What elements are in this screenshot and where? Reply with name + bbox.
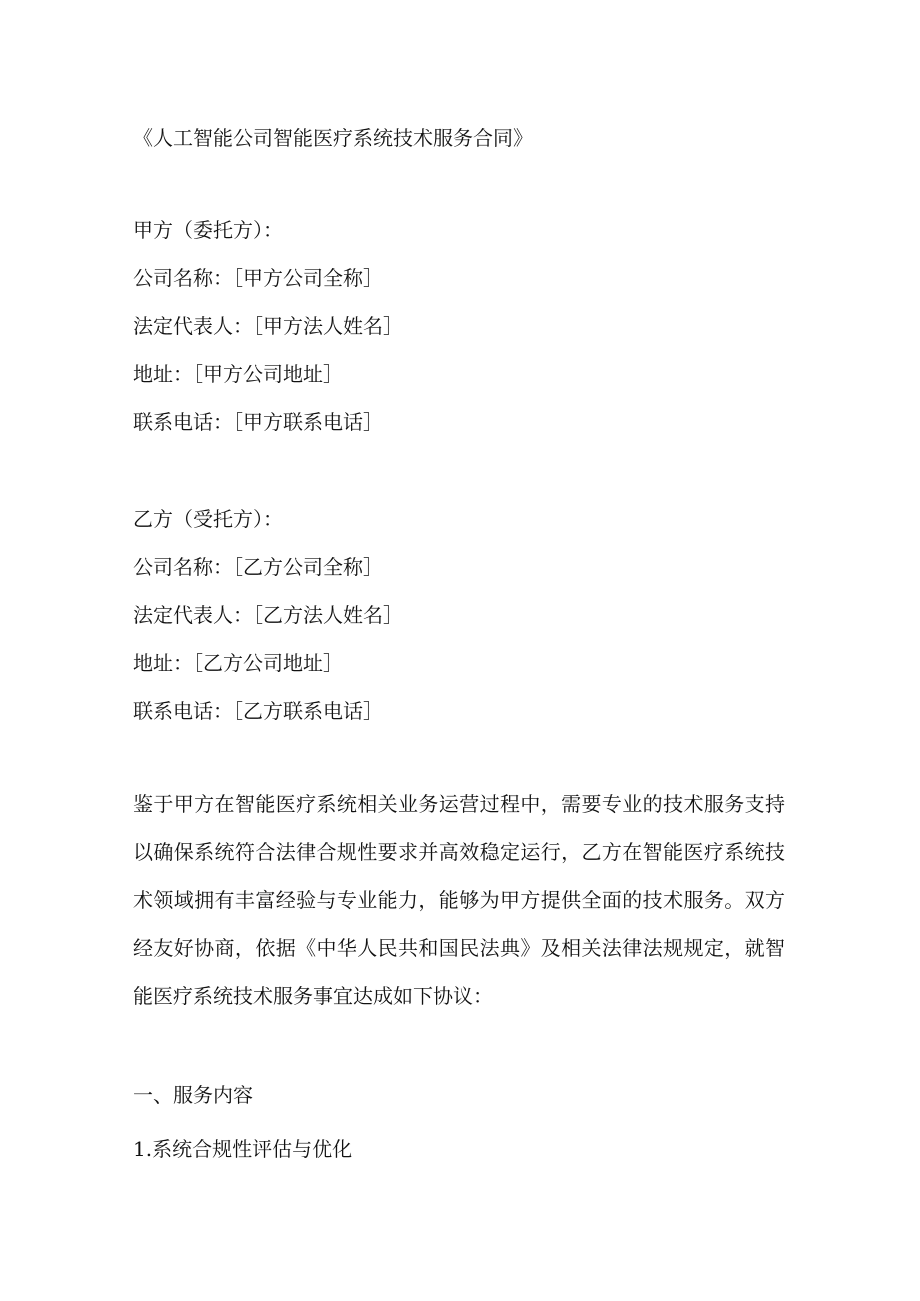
party-b-representative: 法定代表人：［乙方法人姓名］ [133, 603, 403, 627]
party-a-address: 地址：［甲方公司地址］ [133, 362, 343, 386]
party-a-phone: 联系电话：［甲方联系电话］ [133, 410, 383, 434]
party-b-heading: 乙方（受托方）： [133, 507, 283, 531]
party-a-representative: 法定代表人：［甲方法人姓名］ [133, 314, 403, 338]
party-b-company: 公司名称：［乙方公司全称］ [133, 555, 383, 579]
preamble-paragraph: 鉴于甲方在智能医疗系统相关业务运营过程中，需要专业的技术服务支持以确保系统符合法律合规性要求并高效稳定运行，乙方在智能医疗系统技术领域拥有丰富经验与专业能力，能够为甲方提供全面的技术服务。双方经友好协商，依据《中华人民共和国民法典》及相关法律法规规定，就智能医疗系统技术服务事宜达成如下协议： [133, 792, 785, 1008]
party-a-company: 公司名称：［甲方公司全称］ [133, 266, 383, 290]
party-b-address: 地址：［乙方公司地址］ [133, 651, 343, 675]
section-heading: 一、服务内容 [133, 1083, 253, 1107]
party-b-phone: 联系电话：［乙方联系电话］ [133, 699, 383, 723]
contract-title: 《人工智能公司智能医疗系统技术服务合同》 [133, 126, 533, 150]
section-item: 1.系统合规性评估与优化 [133, 1137, 353, 1161]
party-a-heading: 甲方（委托方）： [133, 218, 283, 242]
